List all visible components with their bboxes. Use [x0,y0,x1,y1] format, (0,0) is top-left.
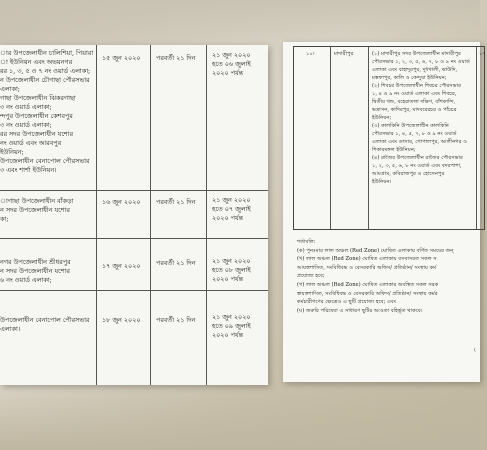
duration-text: পরবর্তী ২১ দিন [156,316,196,324]
area-line: এলাকা এবং বাহাদুরপুর, দুধখালী, ঝাউদি, [372,67,458,73]
area-line: ইউনিয়ন; [372,115,392,121]
until-line: ২১ জুন ২০২০ [212,196,251,204]
left-document-sheet [0,45,268,385]
area-line: (১) মাদারীপুর সদর উপজেলাধীন মাদারীপুর [372,51,461,57]
area-line: ইউনিয়ন। [372,179,392,185]
edge-text: ১৭ [479,51,486,57]
right-table [293,46,485,230]
until-line: ২১ জুন ২০২০ [212,313,251,321]
conditions-notes [297,238,487,315]
duration-text: পরবর্তী ২১ দিন [156,259,196,267]
note-line: কর্মচারীগণের ক্ষেত্রেও এ ছুটি প্রযোজ্য হবে; এবং [297,299,397,306]
signature-mark: ( [474,347,476,353]
area-line: আমগ্রাম, কবিরাজপুর ও হোসেনপুর [372,171,445,177]
area-line: কা; [0,215,9,223]
area-line: গাছা উপজেলাধীন ঝিকরগাছা [0,94,76,102]
date-cell [102,262,141,271]
area-line: াগাছা উপজেলাধীন বাঁকড়া [0,197,74,205]
area-line: ৩ এবং শার্শা ইউনিয়ন। [0,166,57,174]
serial-cell [306,50,315,58]
area-line: পৌরসভার ১, ২, ৩, ৫, ৬, ৭, ৮ ও ৯ নং ওয়ার্ড [372,59,470,65]
date-cell [102,198,141,207]
until-line: হতে ০৯ জুলাই [212,322,251,330]
date-text: ১৬ জুন ২০২০ [102,198,141,206]
date-text: ১৭ জুন ২০২০ [102,262,141,270]
area-line: এলাকা। [0,325,21,333]
area-line: ভদ্রাসন, কাদিরপুর, মাদবরেরচর ও পাঁচচর [372,107,457,113]
area-line: মস্তফাপুর, কালি ও কেন্দুয়া ইউনিয়ন; [372,75,447,81]
area-line: ৩ নং ওয়ার্ড এলাকা; [0,121,52,129]
background-blur-bottom [0,390,480,450]
date-text: ১৫ জুন ২০২০ [102,54,141,62]
right-document-sheet [283,42,486,382]
area-line: রর সদর উপজেলাধীন যশোর [0,130,74,138]
until-line: ২০২০ পর্যন্ত [212,275,244,283]
area-line: ১, ৪ ও ৯ নং ওয়ার্ড এলাকা এবং শিবচর, [372,91,457,97]
column-divider [368,47,369,229]
until-cell [212,51,251,78]
note-line: (ঘ) জরুরি পরিষেবা এ সাধারণ ছুটির আওতা বহির্ভূত থাকবে। [297,307,423,314]
date-cell [102,54,141,63]
area-line: ১, ২, ৩, ৫, ৬, ৮ নং ওয়ার্ড এবং বদরপাশা, [372,163,462,169]
area-cell [0,49,94,175]
until-line: ২০২০ পর্যন্ত [212,214,244,222]
area-line: উপজেলাধীন বেনাপোল পৌরসভার [0,157,90,165]
area-cell [0,316,94,334]
until-line: ২১ জুন ২০২০ [212,51,251,59]
note-line: (খ) লাল অঞ্চল (Red Zone) ঘোষিত এলাকায় বসবাসরত সকল স [297,256,437,263]
area-line: া ইউনিয়ন এবং অভয়নগর [0,58,73,66]
area-cell [372,50,470,186]
note-line: (গ) লাল অঞ্চল (Red Zone) ঘোষিত এলাকার অবস্থিত সকল সরক [297,281,439,288]
area-line: দ্বিতীয় খন্ড, বহেরাতলা দক্ষিণ, বাঁশকান্দি, [372,99,456,105]
area-line: এলাকা এবং ডাসার, গোপালপুর, আলীনগর ও [372,139,468,145]
until-cell [212,257,251,284]
area-line: নং ওয়ার্ড এবং আরবপুর [0,139,62,147]
until-line: ২০২০ পর্যন্ত [212,69,244,77]
district-text: মাদারীপুর [334,51,354,57]
note-line: আয়ত্তশাসিত, সংবিধিবদ্ধ ও বেসরকারি অফিস/ প্রতিষ্ঠান/ সংস্থায় কর্ম [297,264,437,271]
area-line: উপজেলাধীন বেনাপোল পৌরসভার [0,316,90,324]
until-cell [212,313,251,340]
column-divider [476,47,477,229]
until-line: ২০২০ পর্যন্ত [212,331,244,339]
area-line: রর ১, ৩, ৫ ও ৭ নং ওয়ার্ড এলাকা; [0,67,91,75]
area-cell [0,258,94,285]
area-line: (৪) রাজৈর উপজেলাধীন রাজৈর পৌরসভার [372,155,463,161]
note-line: প্রযোজ্য হবে; [297,273,325,280]
until-line: হতে ০৭ জুলাই [212,205,251,213]
area-line: ার উপজেলাধীন চালিশিয়া, পিয়ারা [0,49,94,57]
edge-cell [479,50,486,58]
column-divider [330,47,331,229]
date-text: ১৮ জুন ২০২০ [102,316,141,324]
notes-heading: শর্তাবলি: [297,239,316,245]
until-cell [212,196,251,223]
until-line: হতে ০৮ জুলাই [212,266,251,274]
area-line: নগর উপজেলাধীন শ্রীধরপুর [0,258,71,266]
duration-cell [156,259,195,268]
district-cell [334,50,353,58]
until-line: ২১ জুন ২০২০ [212,257,251,265]
area-line: ন সদর উপজেলাধীন যশোর [0,206,70,214]
date-cell [102,316,141,325]
duration-cell [156,198,195,207]
area-cell [0,197,94,224]
note-line: স্বায়ত্তশাসিত, সংবিধিবদ্ধ ও বেসরকারি অফিস/ প্রতিষ্ঠান/ সংস্থায় কর্মর [297,290,438,297]
area-line: ইউনিয়ন; [0,148,24,156]
duration-text: পরবর্তী ২১ দিন [156,54,196,62]
area-line: শিকারমঙ্গল ইউনিয়ন; [372,147,416,153]
area-line: ৬ নং ওয়ার্ড এলাকা; [0,276,52,284]
duration-cell [156,54,195,63]
area-line: ন উপজেলাধীন চৌগাছা পৌরসভার [0,76,90,84]
area-line: (৩) কালকিনি উপজেলাধীন কালকিনি [372,123,449,129]
note-line: (ক) পুনঃমার লাল অঞ্চল (Red Zone) ঘোষিত এলাকায় বর্ণিত সময়ের জন্ [297,247,454,254]
area-line: (২) শিবচর উপজেলাধীন শিবচর পৌরসভার [372,83,461,89]
area-line: ন সদর উপজেলাধীন যশোর [0,267,70,275]
duration-text: পরবর্তী ২১ দিন [156,198,196,206]
area-line: পৌরসভার ১, ৪, ৫, ৭, ৮ ও ৯ নং ওয়ার্ড [372,131,457,137]
area-line: ৩ নং ওয়ার্ড এলাকা; [0,103,52,111]
left-table [0,45,268,385]
serial-text: ১০। [306,51,315,57]
area-line: ন্দপুর উপজেলাধীন কেশবপুর [0,112,73,120]
background-blur-top [0,0,480,40]
until-line: হতে ০৬ জুলাই [212,60,251,68]
duration-cell [156,316,195,325]
area-line: এলাকা; [0,85,20,93]
